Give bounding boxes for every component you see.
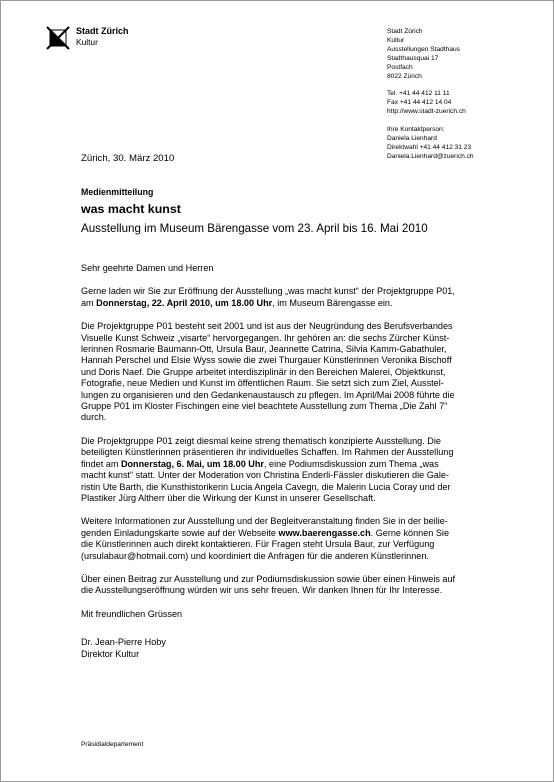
letter-body [81,263,511,660]
paragraph-line: die Ausstellungseröffnung würden wir uns sehr freuen. Wir danken Ihnen für Ihr Interesse. [81,585,443,596]
address-line: Kultur [387,36,405,44]
paragraph-line: und Doris Naef. Die Gruppe arbeitet interdisziplinär in den Bereichen Malerei, Objektkunst, [81,366,446,377]
paragraph-line: Gruppe P01 im Kloster Fischingen eine viel beachtete Ausstellung zum Thema „Die Zahl 7“ [81,401,448,412]
contact-line: http://www.stadt-zuerich.ch [387,108,466,116]
paragraphs [81,286,511,596]
paragraph-line: die Künstlerinnen auch direkt kontaktieren. Für Fragen steht Ursula Baur, zur Verfügung [81,539,435,550]
body-paragraph [81,436,511,504]
paragraph-line: (ursulabaur@hotmail.com) und koordiniert die Anfragen für die anderen Künstlerinnen. [81,550,429,561]
paragraph-line: Fotografie, neue Medien und Kunst im öffentlichen Raum. Sie setzt sich zum Ziel, Ausstel- [81,378,444,389]
body-paragraph [81,574,511,597]
paragraph-line: Plastiker Jürg Altherr über die Wirkung der Kunst in unserer Gesellschaft. [81,492,376,503]
heading-block [81,187,481,236]
address-lines [387,28,547,81]
bold-text: Donnerstag, 6. Mai, um 18.00 Uhr [120,458,264,469]
doc-subtitle: Ausstellung im Museum Bärengasse vom 23. April bis 16. Mai 2010 [81,222,428,235]
contact-lines [387,90,547,117]
signature-block [81,637,511,660]
contact-person-lines [387,126,547,162]
address-line: Stadt Zürich [387,28,423,35]
paragraph-line: genden Einladungskarte sowie auf der Webseite www.baerengasse.ch. Gerne können Sie [81,527,450,538]
paragraph-line: lerinnen Rosmarie Baumann-Ott, Ursula Baur, Jeannette Catrina, Silvia Kamm-Gabathuler, [81,344,447,355]
body-paragraph [81,321,511,424]
paragraph-line: beteiligten Künstlerinnen präsentieren ihr individuelles Schaffen. Im Rahmen der Ausstellung [81,447,454,458]
logo-dept: Kultur [76,37,98,47]
signature-name: Dr. Jean-Pierre Hoby [81,637,166,648]
paragraph-line: macht kunst“ statt. Unter der Moderation von Christina Enderli-Fässler diskutieren die Gale- [81,470,449,481]
zurich-crest-icon [46,26,70,50]
body-paragraph [81,516,511,562]
paragraph-line: lungen zu organisieren und den Gedankenaustausch zu pflegen. Im April/Mai 2008 führte die [81,389,455,400]
contact-person-line: Direktwahl +41 44 412 31 23 [387,143,472,151]
logo-city: Stadt Zürich [76,26,129,36]
closing: Mit freundlichen Grüssen [81,608,183,619]
paragraph-line: Hannah Perschel und Elsie Wyss sowie die zwei Thurgauer Künstlerinnen Veronika Bischoff [81,355,452,366]
address-line: 8022 Zürich [387,72,422,80]
paragraph-line: Weitere Informationen zur Ausstellung und der Begleitveranstaltung finden Sie in der beilie- [81,516,448,527]
doc-title: was macht kunst [81,202,181,216]
paragraph-line: am Donnerstag, 22. April 2010, um 18.00 Uhr, im Museum Bärengasse ein. [81,297,393,308]
zurich-logo [46,26,129,50]
salutation: Sehr geehrte Damen und Herren [81,263,214,273]
paragraph-line: Die Projektgruppe P01 besteht seit 2001 und ist aus der Neugründung des Berufsverbandes [81,321,453,332]
body-paragraph [81,286,511,309]
contact-person-line: Ihre Kontaktperson: [387,126,445,134]
bold-text: www.baerengasse.ch [278,527,371,538]
sender-address-block [387,28,547,162]
paragraph-line: Visuelle Kunst Schweiz „visarte“ hervorgegangen. Ihr gehören an: die sechs Zürcher Künst- [81,332,450,343]
footer-department: Präsidialdepartement [81,741,144,748]
doc-type: Medienmitteilung [81,187,154,197]
paragraph-line: ristin Ute Barth, die Kunsthistorikerin Lucia Angela Cavegn, die Malerin Lucia Coray und der [81,481,451,492]
signature-title: Direktor Kultur [81,648,140,659]
paragraph-line: durch. [81,412,107,423]
address-line: Postfach [387,63,413,71]
contact-line: Fax +41 44 412 14 04 [387,99,452,107]
bold-text: Donnerstag, 22. April 2010, um 18.00 Uhr [96,297,273,308]
contact-person-line: Daniela.Lienhard@zuerich.ch [387,152,474,160]
address-line: Stadthausquai 17 [387,54,439,62]
contact-person-line: Daniela Lienhard [387,135,437,143]
letter-date: Zürich, 30. März 2010 [81,153,175,164]
paragraph-line: findet am Donnerstag, 6. Mai, um 18.00 Uhr, eine Podiumsdiskussion zum Thema „was [81,458,439,469]
paragraph-line: Über einen Beitrag zur Ausstellung und zur Podiumsdiskussion sowie über einen Hinweis auf [81,573,456,584]
paragraph-line: Gerne laden wir Sie zur Eröffnung der Ausstellung „was macht kunst“ der Projektgruppe P01, [81,286,455,297]
address-line: Ausstellungen Stadthaus [387,45,460,53]
contact-line: Tel. +41 44 412 11 11 [387,90,450,98]
paragraph-line: Die Projektgruppe P01 zeigt diesmal keine streng thematisch konzipierte Ausstellung. Die [81,435,441,446]
